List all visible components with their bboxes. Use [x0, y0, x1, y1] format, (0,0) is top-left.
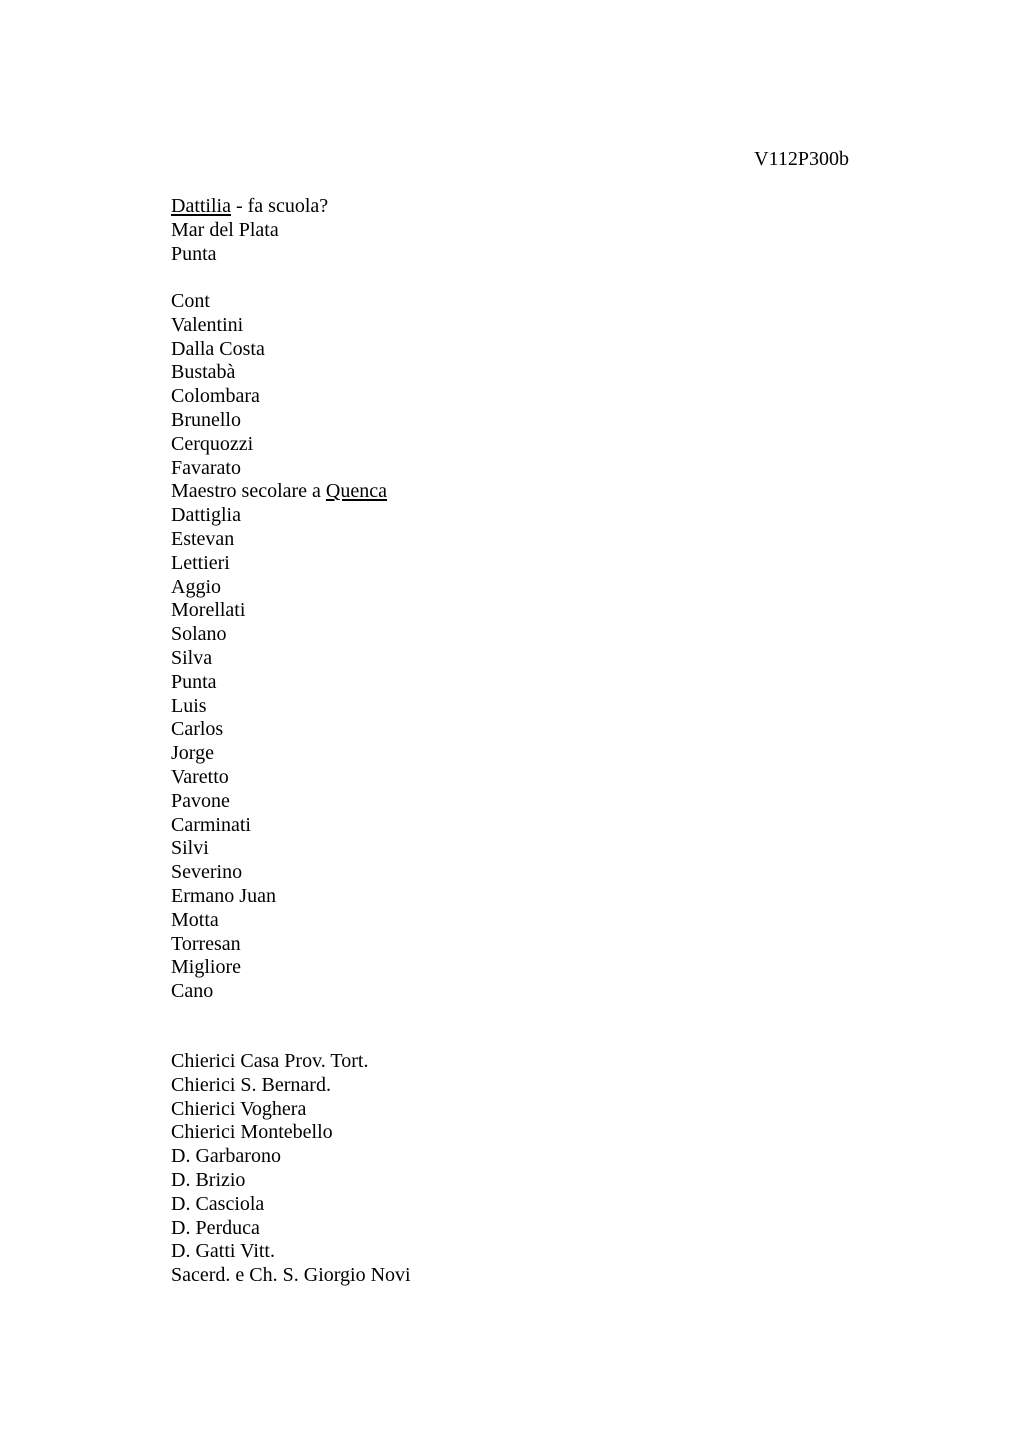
list-item: D. Casciola	[171, 1192, 265, 1215]
list-item: D. Gatti Vitt.	[171, 1240, 275, 1263]
list-item: Cano	[171, 980, 214, 1003]
list-item: Torresan	[171, 932, 241, 955]
list-item: Mar del Plata	[171, 218, 279, 241]
list-item: Favarato	[171, 456, 241, 479]
list-item: D. Perduca	[171, 1216, 260, 1239]
names-list	[171, 290, 871, 1004]
intro-first-line	[171, 195, 871, 219]
list-item: Carminati	[171, 813, 251, 836]
list-item: D. Garbarono	[171, 1145, 281, 1168]
list-item: Cerquozzi	[171, 432, 254, 455]
list-item: Aggio	[171, 575, 221, 598]
document-id: V112P300b	[754, 148, 849, 170]
list-item: Solano	[171, 623, 227, 646]
list-item: Jorge	[171, 742, 214, 765]
underlined-name: Dattilia	[171, 195, 231, 217]
list-item: Silvi	[171, 837, 209, 860]
list-item: Chierici Casa Prov. Tort.	[171, 1050, 369, 1072]
list-item: Pavone	[171, 789, 230, 812]
intro-section	[171, 195, 871, 266]
underlined-place: Quenca	[325, 480, 387, 503]
maestro-line	[171, 480, 871, 504]
list-item: Motta	[171, 908, 219, 931]
list-item: Varetto	[171, 765, 229, 788]
list-item: Chierici Montebello	[171, 1121, 333, 1144]
list-item: Dalla Costa	[171, 337, 265, 360]
list-item: Estevan	[171, 527, 235, 550]
list-item: Ermano Juan	[171, 884, 276, 907]
list-item: Sacerd. e Ch. S. Giorgio Novi	[171, 1264, 411, 1287]
maestro-prefix: Maestro secolare a	[171, 480, 326, 503]
list-item: Luis	[171, 694, 207, 717]
list-item: Chierici S. Bernard.	[171, 1073, 331, 1096]
list-item: Punta	[171, 242, 217, 265]
list-item: Carlos	[171, 718, 224, 741]
list-item: Valentini	[171, 313, 244, 336]
list-item: Silva	[171, 646, 213, 669]
list-item: Morellati	[171, 599, 246, 622]
list-item: Severino	[171, 861, 243, 884]
list-item: Colombara	[171, 385, 260, 408]
list-item: Migliore	[171, 956, 241, 979]
list-item: Dattiglia	[171, 504, 241, 527]
list-item: Brunello	[171, 408, 241, 431]
list-item: Lettieri	[171, 551, 230, 574]
list-item: D. Brizio	[171, 1168, 246, 1191]
intro-question: - fa scuola?	[230, 195, 329, 217]
clerics-list	[171, 1050, 871, 1288]
list-item: Punta	[171, 670, 217, 693]
list-item: Bustabà	[171, 361, 236, 384]
list-item: Chierici Voghera	[171, 1097, 307, 1120]
list-item: Cont	[171, 290, 210, 312]
